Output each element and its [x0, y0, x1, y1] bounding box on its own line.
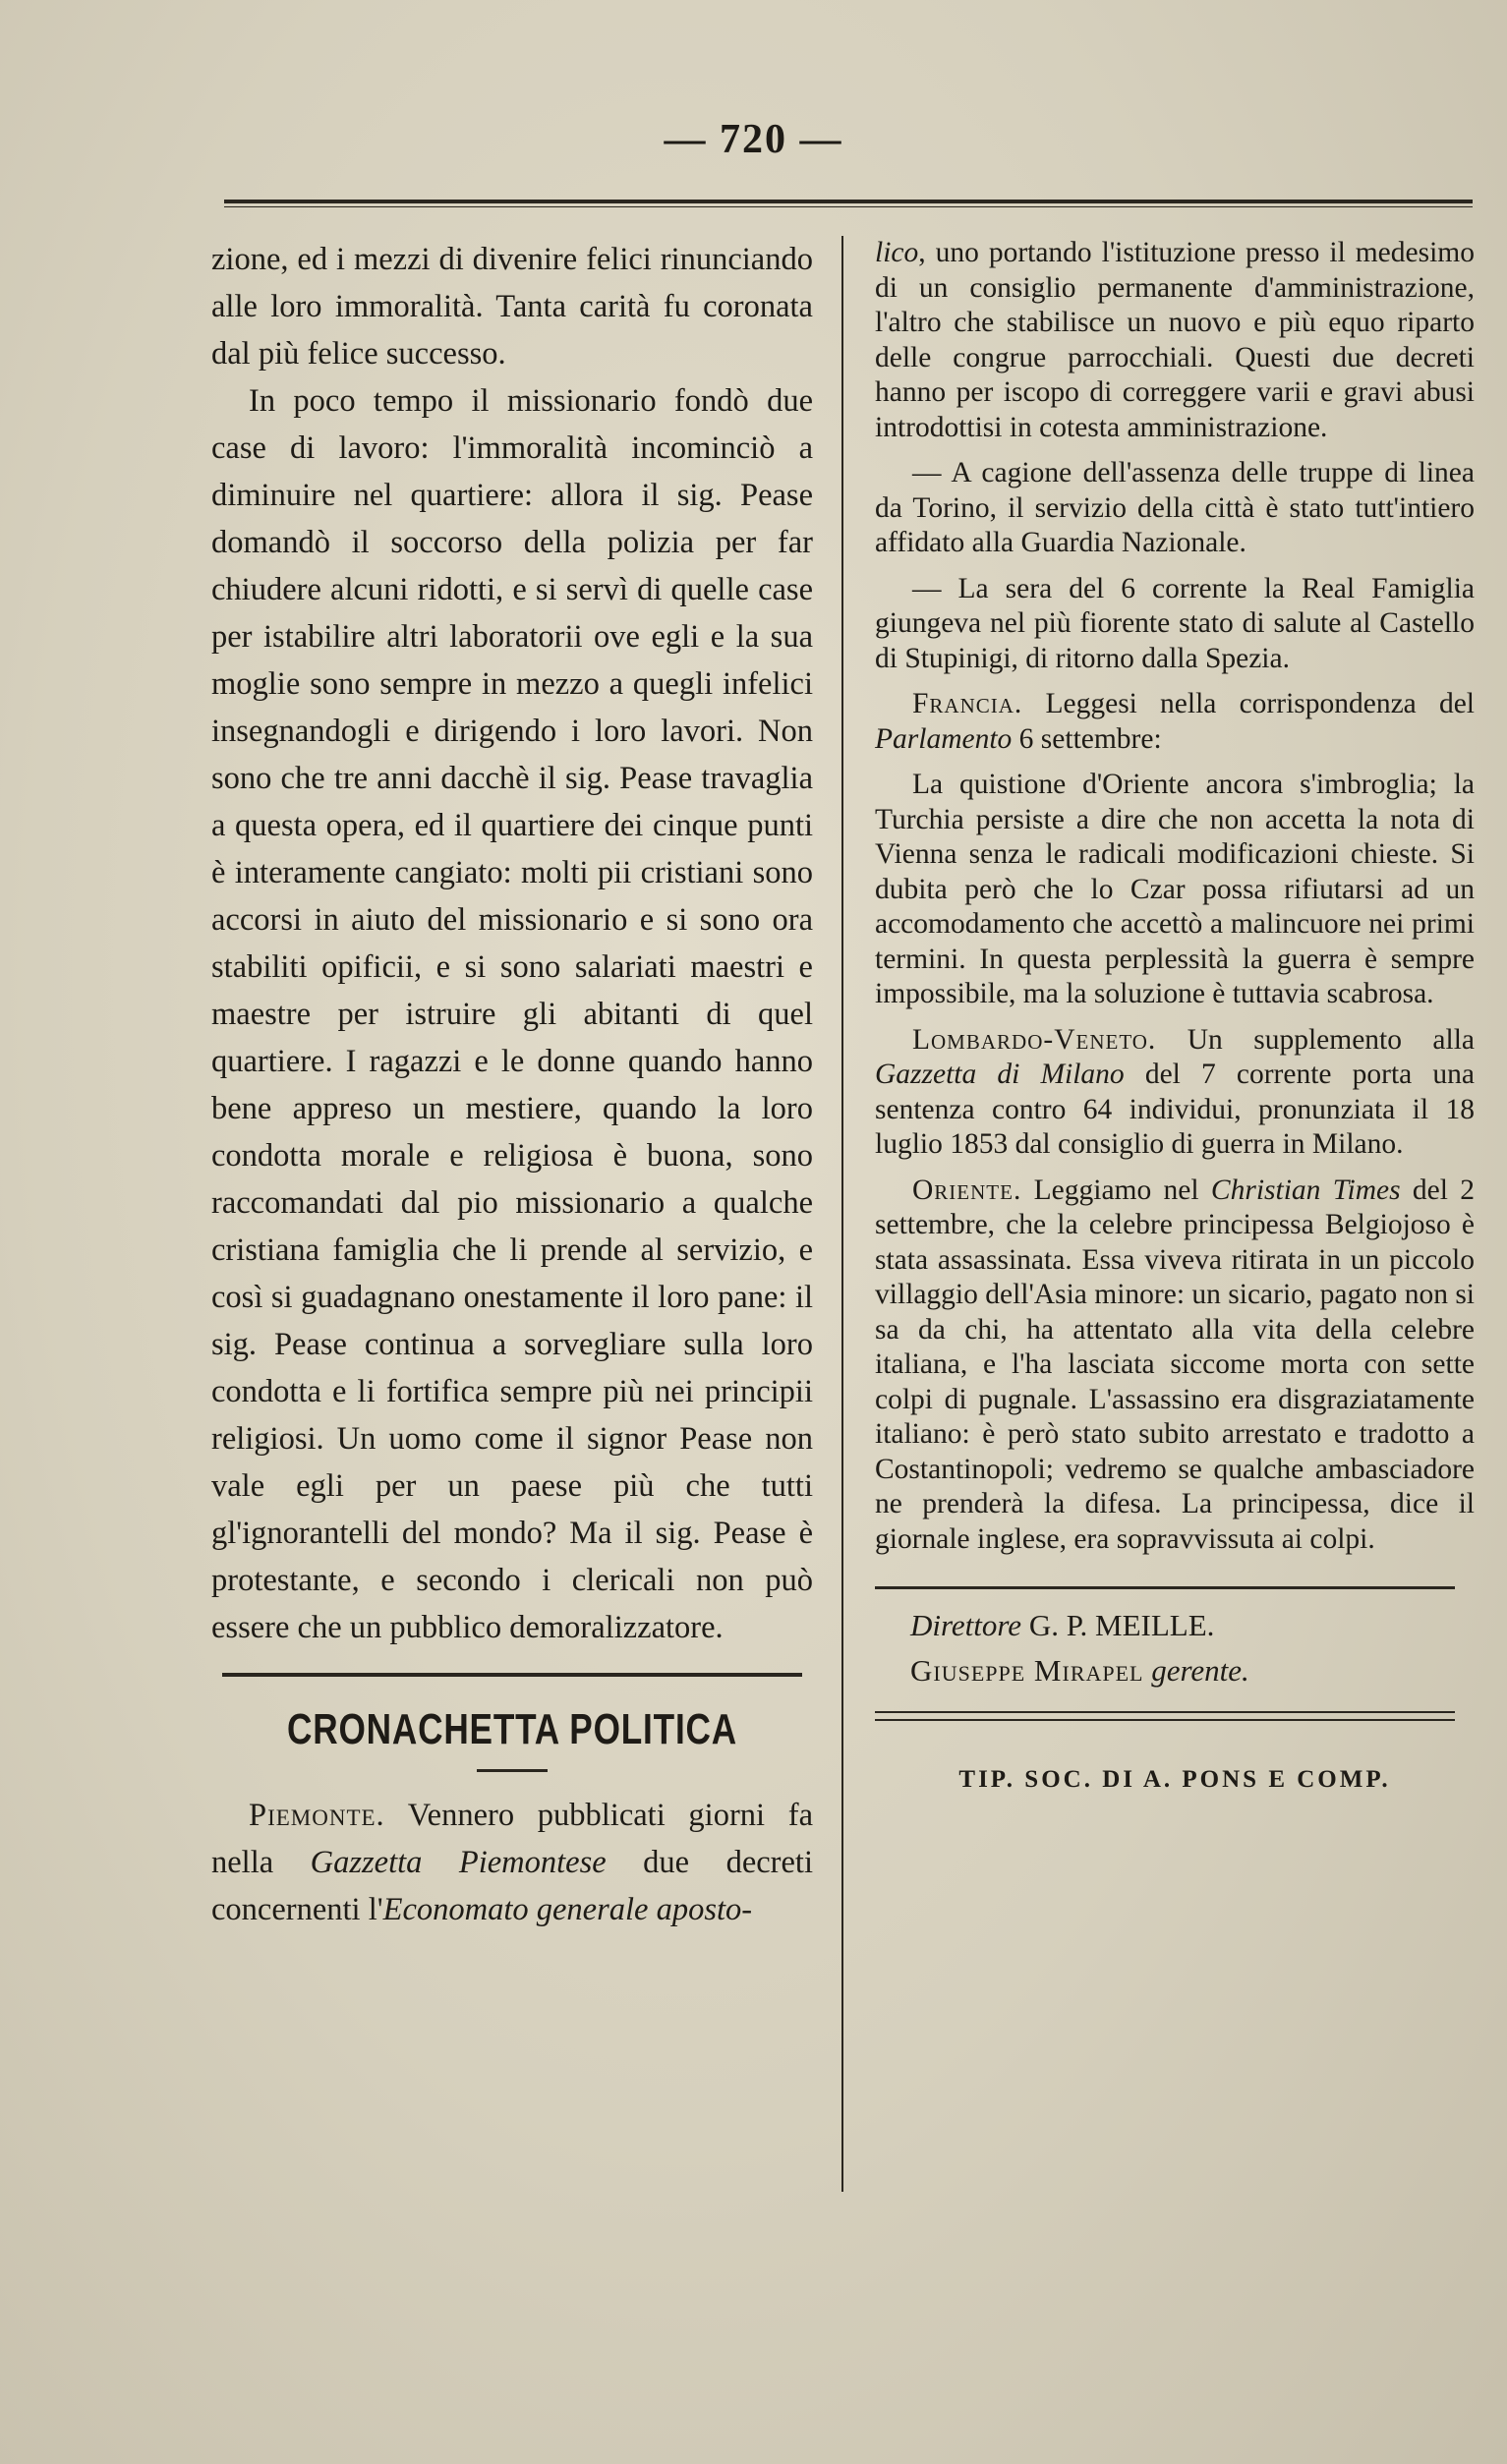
direttore-line: Direttore G. P. MEILLE. — [910, 1608, 1215, 1642]
newspaper-title: Christian Times — [1210, 1174, 1401, 1206]
news-real-famiglia: — La sera del 6 corrente la Real Famiglia giungeva nel più fiorente stato di salute al Castello di Stupinigi, di ritorno dalla Spezia. — [875, 572, 1475, 674]
article-paragraph: In poco tempo il missionario fondò due case di lavoro: l'immoralità incominciò a diminuire nel quartiere: allora il sig. Pease domandò il soccorso della polizia per far chiudere alcuni ridotti, e si servì di quelle case per istabilire altri laboratorii ove egli e la sua moglie sono sempre in mezzo a quegli infelici insegnandogli e dirigendo i loro lavori. Non sono che tre anni dacchè il sig. Pease travaglia a questa opera, ed il quartiere dei cinque punti è interamente cangiato: molti pii cristiani sono accorsi in aiuto del missionario e si sono ora stabiliti opificii, e si sono salariati maestri e maestre per istruire gli abitanti di quel quartiere. I ragazzi e le donne quando hanno bene appreso un mestiere, quando la loro condotta morale e religiosa è buona, sono raccomandati dal pio missionario a qualche cristiana famiglia che li prende al servizio, e così si guadagnano onestamente il loro pane: il sig. Pease continua a sorvegliare sulla loro condotta e li fortifica sempre più nei principii religiosi. Un uomo come il signor Pease non vale egli per un paese più che tutti gl'ignorantelli del mondo? Ma il sig. Pease è protestante, e secondo i clericali non può essere che un pubblico demoralizzatore. — [211, 383, 813, 1645]
news-francia: Francia. Leggesi nella corrispondenza del Parlamento 6 settembre: — [875, 688, 1475, 755]
signature-block — [875, 1603, 1475, 1693]
footer-double-rule — [875, 1711, 1455, 1721]
region-label: Oriente. — [912, 1174, 1022, 1206]
newspaper-title: Gazzetta di Milano — [875, 1059, 1125, 1090]
signature-rule — [875, 1586, 1455, 1589]
region-label: Piemonte. — [249, 1798, 385, 1833]
institution-name: Economato generale aposto- — [382, 1892, 753, 1927]
printer-imprint: TIP. SOC. DI A. PONS E COMP. — [958, 1766, 1391, 1793]
region-label: Lombardo-Veneto. — [912, 1023, 1157, 1056]
article-end-rule — [222, 1673, 802, 1677]
region-label: Francia. — [912, 688, 1023, 719]
news-oriente: Oriente. Leggiamo nel Christian Times del 2 settembre, che la celebre principessa Belgiojoso è stata assassinata. Essa viveva ritirata in un piccolo villaggio dell'Asia minore: un sicario, pagato non si sa da chi, ha attentato alla vita della celebre italiana, e l'ha lasciata siccome morta con sette colpi di pugnale. L'assassino era disgraziatamente italiano: è però stato subito arrestato e tradotto a Costantinopoli; vedremo se qualche ambasciadore ne prenderà la difesa. La principessa, dice il giornale inglese, era sopravvissuta ai colpi. — [875, 1174, 1476, 1555]
news-oriente-quote: La quistione d'Oriente ancora s'imbroglia; la Turchia persiste a dire che non accetta la nota di Vienna senza le radicali modificazioni chieste. Si dubita però che lo Czar possa rifiutarsi ad un accomodamento che accettò a malincuore nei primi termini. In questa perplessità la guerra è sempre impossibile, ma la soluzione è tuttavia scabrosa. — [875, 769, 1475, 1009]
news-lombardo-veneto: Lombardo-Veneto. Un supplemento alla Gazzetta di Milano del 7 corrente porta una sentenza contro 64 individui, pronunziata il 18 luglio 1853 dal consiglio di guerra in Milano. — [875, 1023, 1475, 1160]
heading-rule — [477, 1769, 548, 1772]
news-piemonte-continued: lico, uno portando l'istituzione presso il medesimo di un consiglio permanente d'amministrazione, l'altro che stabilisce un nuovo e più equo riparto delle congrue parrocchiali. Questi due decreti hanno per iscopo di correggere varii e gravi abusi introdottisi in cotesta amministrazione. — [875, 237, 1475, 443]
article-paragraph: zione, ed i mezzi di divenire felici rinunciando alle loro immoralità. Tanta carità fu coronata dal più felice successo. — [211, 242, 813, 372]
right-column — [875, 236, 1475, 1798]
newspaper-title: Gazzetta Piemontese — [310, 1845, 607, 1880]
column-divider — [841, 236, 843, 2192]
news-truppe: — A cagione dell'assenza delle truppe di linea da Torino, il servizio della città è stato tutt'intiero affidato alla Guardia Nazionale. — [875, 457, 1475, 558]
page-number: — 720 — — [664, 117, 843, 162]
section-heading: CRONACHETTA POLITICA — [287, 1705, 737, 1753]
newspaper-title: Parlamento — [875, 722, 1013, 755]
header-rule — [224, 200, 1473, 203]
left-column — [211, 236, 813, 1933]
news-piemonte: Piemonte. Vennero pubblicati giorni fa nella Gazzetta Piemontese due decreti concernenti l'Economato generale aposto- — [211, 1798, 813, 1927]
gerente-line: Giuseppe Mirapel gerente. — [910, 1653, 1249, 1688]
